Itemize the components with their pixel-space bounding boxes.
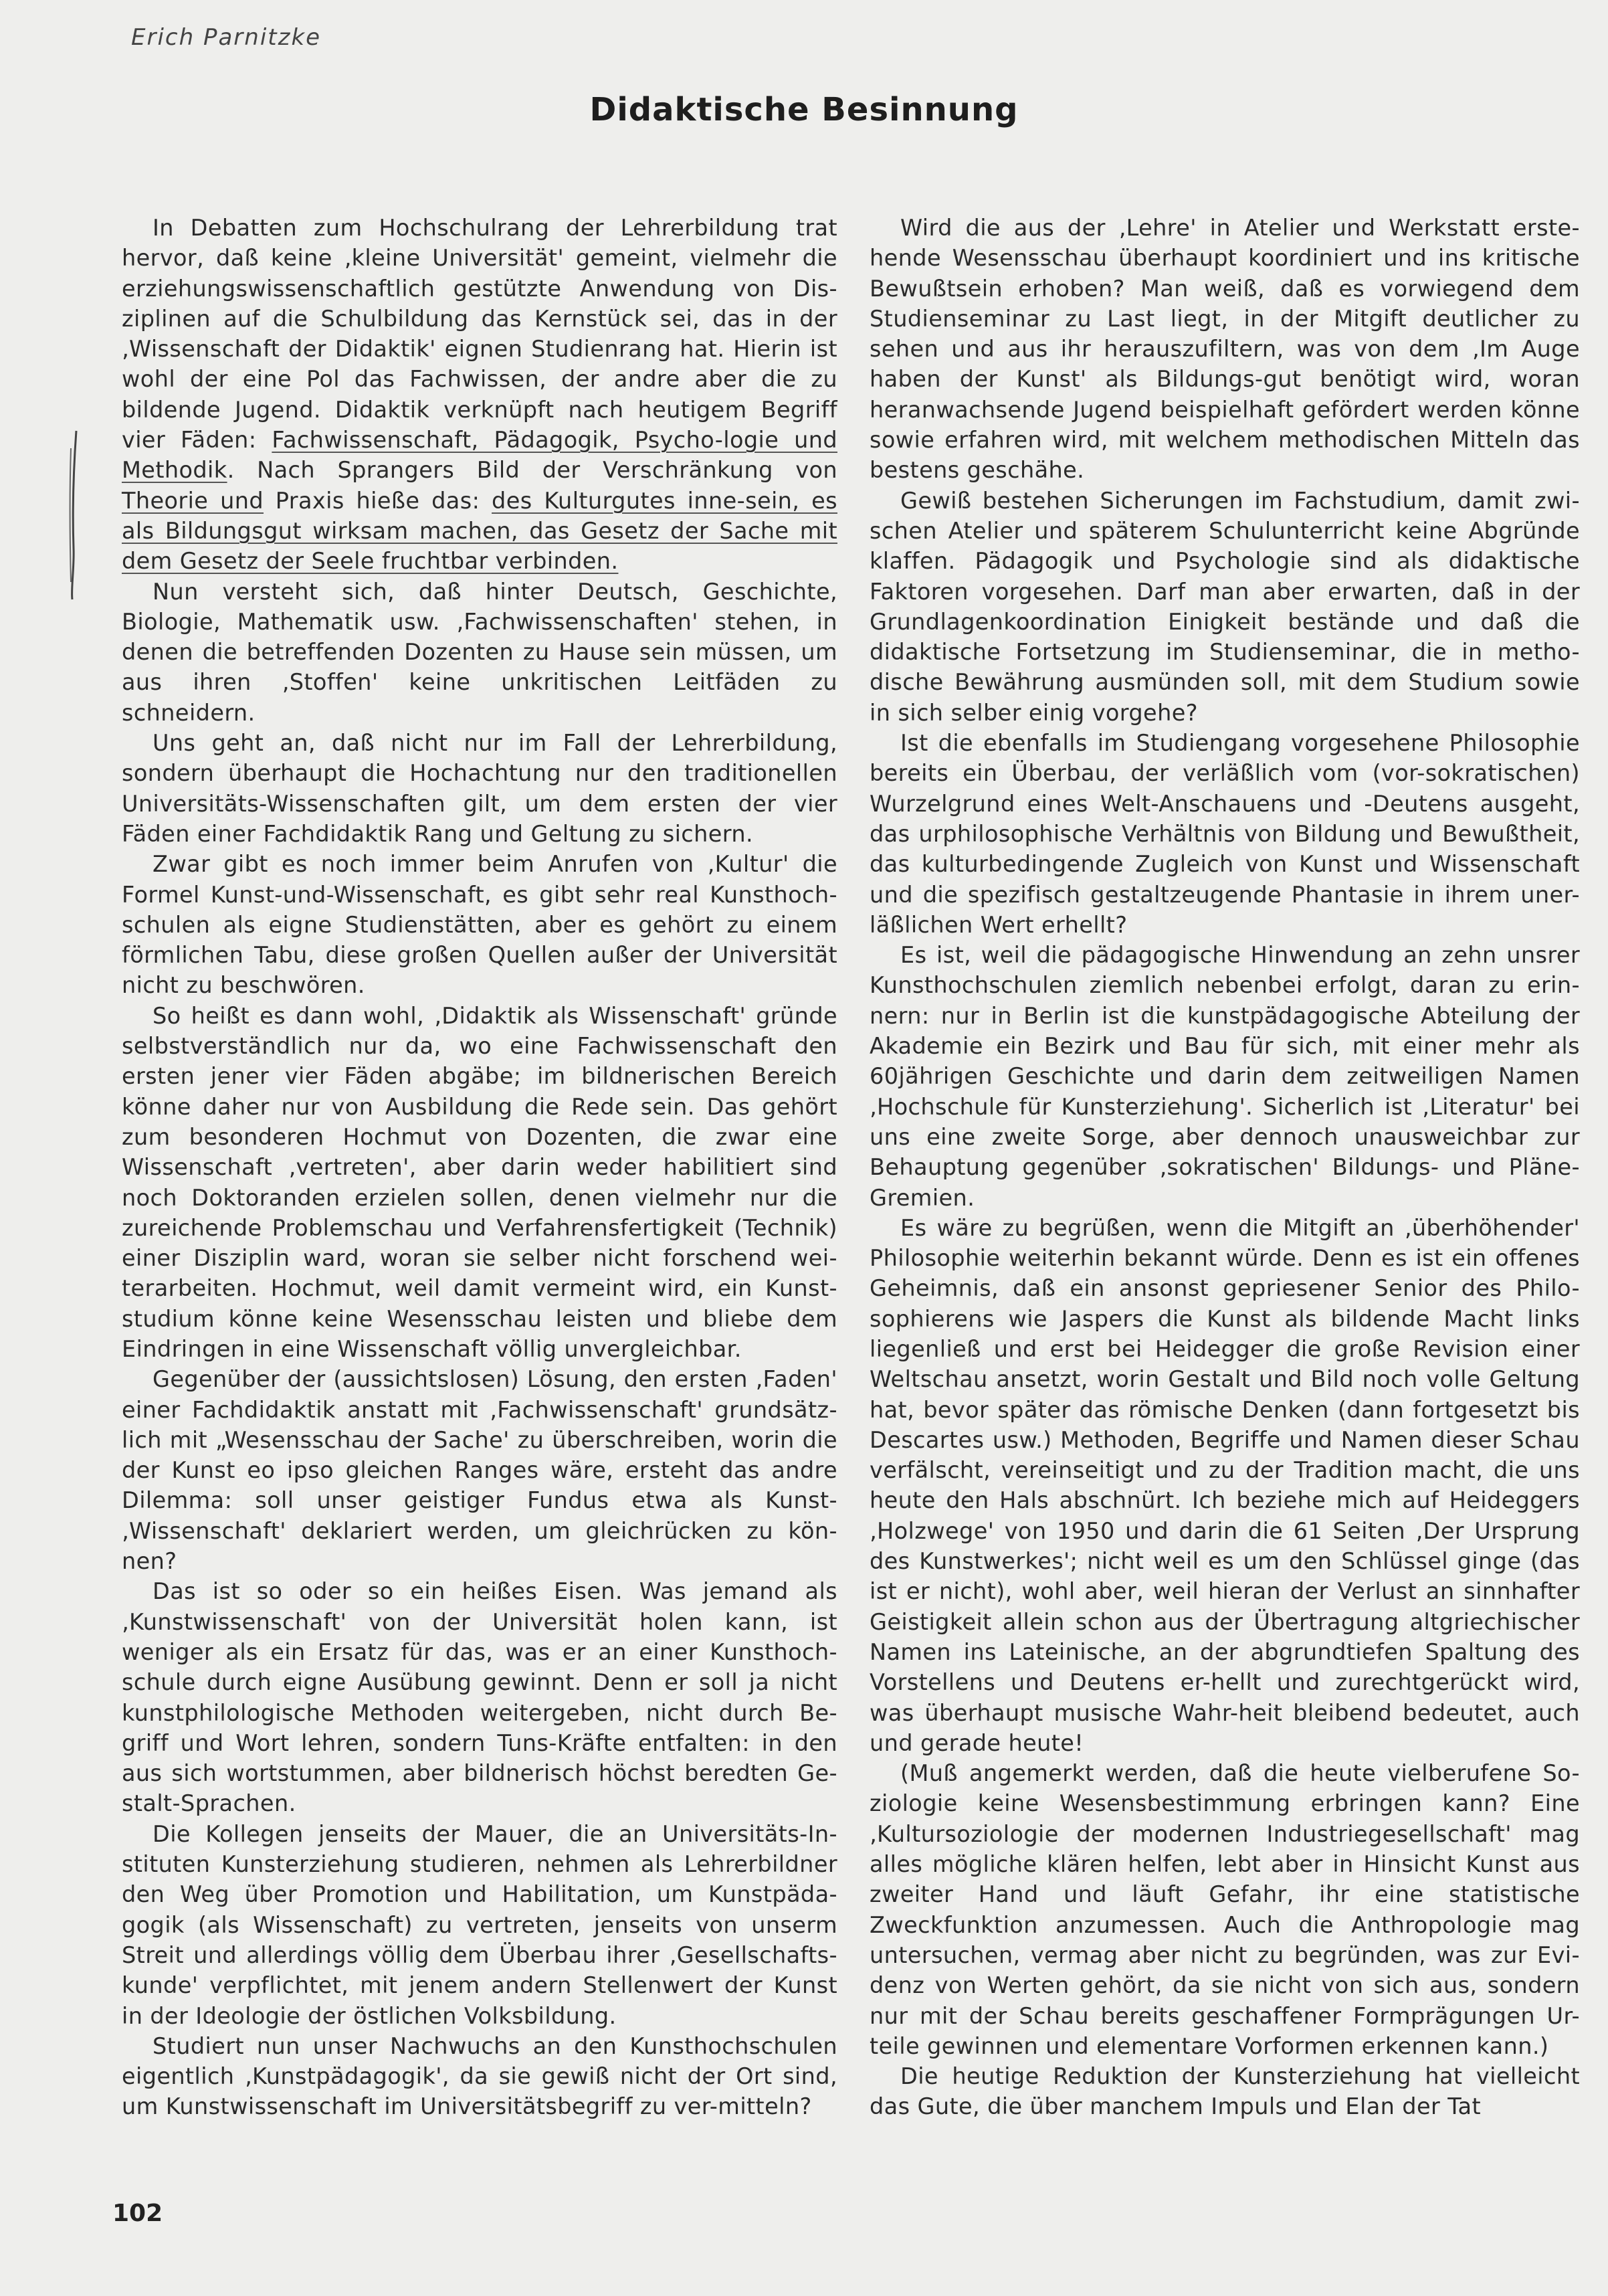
- paragraph: So heißt es dann wohl, ‚Didaktik als Wissenschaft' gründe selbstverständlich nur da, wo eine Fachwissenschaft den ersten jener vier Fäden abgäbe; im bildnerischen Bereich könne daher nur von Ausbildung die Rede sein. Das gehört zum besonderen Hochmut von Dozenten, die zwar eine Wissenschaft ‚vertreten', aber darin weder habilitiert sind noch Doktoranden erzielen sollen, denen vielmehr nur die zureichende Problemschau und Verfahrensfertigkeit (Technik) einer Disziplin ward, woran sie selber nicht forschend wei-terarbeiten. Hochmut, weil damit vermeint wird, ein Kunst-studium könne keine Wesensschau leisten und bliebe dem Eindringen in eine Wissenschaft völlig unvergleichbar.: [122, 1002, 837, 1362]
- underlined-text: Fachwissenschaft, Pädagogik, Psycho-logie und Methodik: [122, 427, 837, 484]
- paragraph: Gegenüber der (aussichtslosen) Lösung, den ersten ‚Faden' einer Fachdidaktik anstatt mit ‚Fachwissenschaft' grundsätz-lich mit „Wesensschau der Sache' zu überschreiben, worin die der Kunst eo ipso gleichen Ranges wäre, ersteht das andre Dilemma: soll unser geistiger Fundus etwa als Kunst-‚Wissenschaft' deklariert werden, um gleichrücken zu kön-nen?: [122, 1366, 837, 1575]
- pencil-margin-mark: [64, 428, 84, 602]
- paragraph: Studiert nun unser Nachwuchs an den Kunsthochschulen eigentlich ‚Kunstpädagogik', da sie gewiß nicht der Ort sind, um Kunstwissenschaft im Universitätsbegriff zu ver-mitteln?: [122, 2032, 837, 2120]
- paragraph: Gewiß bestehen Sicherungen im Fachstudium, damit zwi-schen Atelier und späterem Schulunterricht keine Abgründe klaffen. Pädagogik und Psychologie sind als didaktische Faktoren vorgesehen. Darf man aber erwarten, daß in der Grundlagenkoordination Einigkeit bestände und daß die didaktische Fortsetzung im Studienseminar, die in metho-dische Bewährung ausmünden soll, mit dem Studium sowie in sich selber einig vorgehe?: [870, 487, 1580, 726]
- paragraph: (Muß angemerkt werden, daß die heute vielberufene So-ziologie keine Wesensbestimmung erbringen kann? Eine ‚Kultursoziologie der modernen Industriegesellschaft' mag alles mögliche klären helfen, lebt aber in Hinsicht Kunst aus zweiter Hand und läuft Gefahr, ihr eine statistische Zweckfunktion anzumessen. Auch die Anthropologie mag untersuchen, vermag aber nicht zu begründen, was zur Evi-denz von Werten gehört, da sie nicht von sich aus, sondern nur mit der Schau bereits geschaffener Formprägungen Ur-teile gewinnen und elementare Vorformen erkennen kann.): [870, 1760, 1580, 2059]
- paragraph: Ist die ebenfalls im Studiengang vorgesehene Philosophie bereits ein Überbau, der verläßlich vom (vor-sokratischen) Wurzelgrund eines Welt-Anschauens und -Deutens ausgeht, das urphilosophische Verhältnis von Bildung und Bewußtheit, das kulturbedingende Zugleich von Kunst und Wissenschaft und die spezifisch gestaltzeugende Phantasie in ihrem uner-läßlichen Wert erhellt?: [870, 730, 1580, 938]
- paragraph: Das ist so oder so ein heißes Eisen. Was jemand als ‚Kunstwissenschaft' von der Universität holen kann, ist weniger als ein Ersatz für das, was er an einer Kunsthoch-schule durch eigne Ausübung gewinnt. Denn er soll ja nicht kunstphilologische Methoden weitergeben, nicht durch Be-griff und Wort lehren, sondern Tuns-Kräfte entfalten: in den aus sich wortstummen, aber bildnerisch höchst beredten Ge-stalt-Sprachen.: [122, 1578, 837, 1817]
- paragraph: Nun versteht sich, daß hinter Deutsch, Geschichte, Biologie, Mathematik usw. ‚Fachwissenschaften' stehen, in denen die betreffenden Dozenten zu Hause sein müssen, um aus ihren ‚Stoffen' keine unkritischen Leitfäden zu schneidern.: [122, 578, 837, 726]
- underlined-text: Theorie und: [122, 487, 264, 514]
- paragraph: Es wäre zu begrüßen, wenn die Mitgift an ‚überhöhender' Philosophie weiterhin bekannt würde. Denn es ist ein offenes Geheimnis, daß ein ansonst gepriesener Senior des Philo-sophierens wie Jaspers die Kunst als bildende Macht links liegenließ und erst bei Heidegger die große Revision einer Weltschau ansetzt, worin Gestalt und Bild noch volle Geltung hat, bevor später das römische Denken (dann fortgesetzt bis Descartes usw.) Methoden, Begriffe und Namen dieser Schau verfälscht, vereinseitigt und zu der Tradition macht, die uns heute den Hals abschnürt. Ich beziehe mich auf Heideggers ‚Holzwege' von 1950 und darin die 61 Seiten ‚Der Ursprung des Kunstwerkes'; nicht weil es um den Schlüssel ginge (das ist er nicht), wohl aber, weil hieran der Verlust an sinnhafter Geistigkeit allein schon aus der Übertragung altgriechischer Namen ins Lateinische, an der abgrundtiefen Spaltung des Vorstellens und Deutens er-hellt und zurechtgerückt wird, was überhaupt musische Wahr-heit bleibend bedeutet, auch und gerade heute!: [870, 1214, 1580, 1756]
- paragraph: Die Kollegen jenseits der Mauer, die an Universitäts-In-stituten Kunsterziehung studieren, nehmen als Lehrerbildner den Weg über Promotion und Habilitation, um Kunstpäda-gogik (als Wissenschaft) zu vertreten, jenseits von unserm Streit und allerdings völlig dem Überbau ihrer ‚Gesellschafts-kunde' verpflichtet, mit jenem andern Stellenwert der Kunst in der Ideologie der östlichen Volksbildung.: [122, 1820, 837, 2029]
- author-name: Erich Parnitzke: [131, 24, 322, 51]
- paragraph: In Debatten zum Hochschulrang der Lehrerbildung trat hervor, daß keine ‚kleine Universität' gemeint, vielmehr die erziehungswissenschaftlich gestützte Anwendung von Dis-ziplinen auf die Schulbildung das Kernstück sei, das in der ‚Wissenschaft der Didaktik' eignen Studienrang hat. Hierin ist wohl der eine Pol das Fachwissen, der andre aber die zu bildende Jugend. Didaktik verknüpft nach heutigem Begriff vier Fäden: Fachwissenschaft, Pädagogik, Psycho-logie und Methodik. Nach Sprangers Bild der Verschränkung von Theorie und Praxis hieße das: des Kulturgutes inne-sein, es als Bildungsgut wirksam machen, das Gesetz der Sache mit dem Gesetz der Seele fruchtbar verbinden.: [122, 215, 837, 575]
- right-column: [870, 213, 1580, 2122]
- page-number: 102: [112, 2200, 163, 2227]
- paragraph: Wird die aus der ‚Lehre' in Atelier und Werkstatt erste-hende Wesensschau überhaupt koordiniert und ins kritische Bewußtsein erhoben? Man weiß, daß es vorwiegend dem Studienseminar zu Last liegt, in der Mitgift deutlicher zu sehen und aus ihr herauszufiltern, was von dem ‚Im Auge haben der Kunst' als Bildungs-gut benötigt wird, woran heranwachsende Jugend beispielhaft gefördert werden könne sowie erfahren wird, mit welchem methodischen Mitteln das bestens geschähe.: [870, 215, 1580, 484]
- paragraph: Zwar gibt es noch immer beim Anrufen von ‚Kultur' die Formel Kunst-und-Wissenschaft, es gibt sehr real Kunsthoch-schulen als eigne Studienstätten, aber es gehört zu einem förmlichen Tabu, diese großen Quellen außer der Universität nicht zu beschwören.: [122, 851, 837, 999]
- paragraph: Es ist, weil die pädagogische Hinwendung an zehn unsrer Kunsthochschulen ziemlich nebenbei erfolgt, daran zu erin-nern: nur in Berlin ist die kunstpädagogische Abteilung der Akademie ein Bezirk und Bau für sich, mit einer mehr als 60jährigen Geschichte und darin dem zeitweiligen Namen ‚Hochschule für Kunsterziehung'. Sicherlich ist ‚Literatur' bei uns eine zweite Sorge, aber dennoch unausweichbar zur Behauptung gegenüber ‚sokratischen' Bildungs- und Pläne-Gremien.: [870, 942, 1580, 1211]
- article-title: Didaktische Besinnung: [589, 91, 1019, 128]
- paragraph: Uns geht an, daß nicht nur im Fall der Lehrerbildung, sondern überhaupt die Hochachtung nur den traditionellen Universitäts-Wissenschaften gilt, um dem ersten der vier Fäden einer Fachdidaktik Rang und Geltung zu sichern.: [122, 730, 837, 847]
- left-column: [122, 213, 837, 2122]
- underlined-text: des Kulturgutes inne-sein, es als Bildungsgut wirksam machen, das Gesetz der Sache mit dem Gesetz der Seele fruchtbar verbinden.: [122, 487, 837, 575]
- paragraph: Die heutige Reduktion der Kunsterziehung hat vielleicht das Gute, die über manchem Impuls und Elan der Tat: [870, 2063, 1580, 2120]
